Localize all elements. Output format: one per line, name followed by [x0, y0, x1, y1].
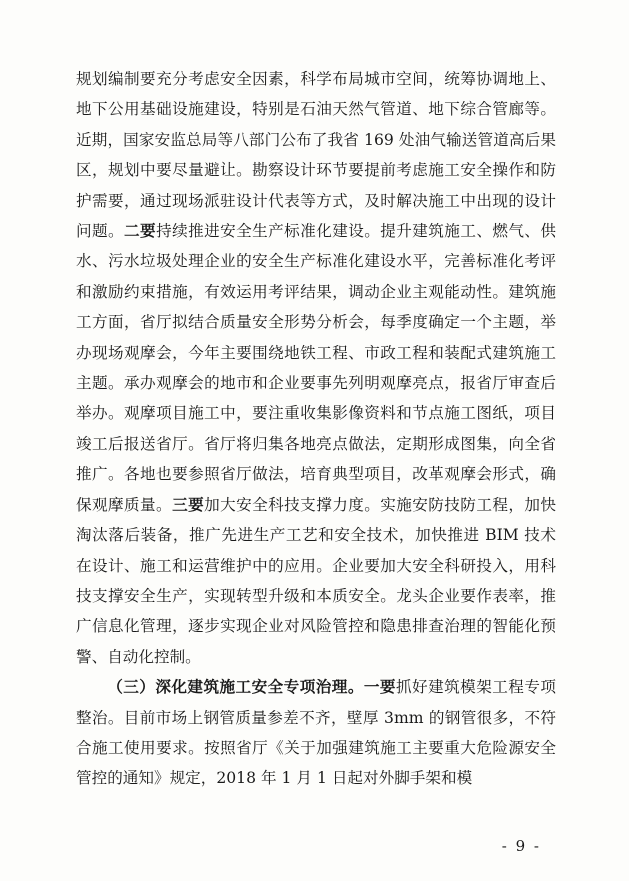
paragraph-special-governance [76, 672, 556, 794]
text-segment: 持续推进安全生产标准化建设。提升建筑施工、燃气、供水、污水垃圾处理企业的安全生产标准化建设水平，完善标准化考评和激励约束措施，有效运用考评结果，调动企业主观能动性。建筑施工方面，省厅拟结合质量安全形势分析会，每季度确定一个主题，举办现场观摩会，今年主要围绕地铁工程、市政工程和装配式建筑施工主题。承办观摩会的地市和企业要事先列明观摩亮点，报省厅审查后举办。观摩项目施工中，要注重收集影像资料和节点施工图纸，项目竣工后报送省厅。省厅将归集各地亮点做法，定期形成图集，向全省推广。各地也要参照省厅做法，培育典型项目，改革观摩会形式，确保观摩质量。 [76, 222, 556, 514]
text-segment: 抓好建筑模架工程专项整治。目前市场上钢管质量参差不齐，壁厚 3mm 的钢管很多，不符合施工使用要求。按照省厅《关于加强建筑施工主要重大危险源安全管控的通知》规定，2018 年 1 月 1 日起对外脚手架和模 [76, 678, 556, 788]
paragraph-planning-safety [76, 64, 556, 672]
bold-marker-third: 三要 [172, 494, 205, 514]
document-body [76, 64, 556, 794]
bold-marker-second: 二要 [124, 221, 157, 241]
text-segment: 规划编制要充分考虑安全因素，科学布局城市空间，统筹协调地上、地下公用基础设施建设，特别是石油天然气管道、地下综合管廊等。近期，国家安监总局等八部门公布了我省 169 处油气输送管道高后果区，规划中要尽量避让。勘察设计环节要提前考虑施工安全操作和防护需要，通过现场派驻设计代表等方式，及时解决施工中出现的设计问题。 [76, 70, 556, 241]
section-heading: （三）深化建筑施工安全专项治理。一要 [107, 677, 396, 697]
page-number: - 9 - [501, 837, 541, 855]
text-segment: 加大安全科技支撑力度。实施安防技防工程，加快淘汰落后装备，推广先进生产工艺和安全技术，加快推进 BIM 技术在设计、施工和运营维护中的应用。企业要加大安全科研投入，用科技支撑安全生产，实现转型升级和本质安全。龙头企业要作表率，推广信息化管理，逐步实现企业对风险管控和隐患排查治理的智能化预警、自动化控制。 [76, 495, 556, 666]
